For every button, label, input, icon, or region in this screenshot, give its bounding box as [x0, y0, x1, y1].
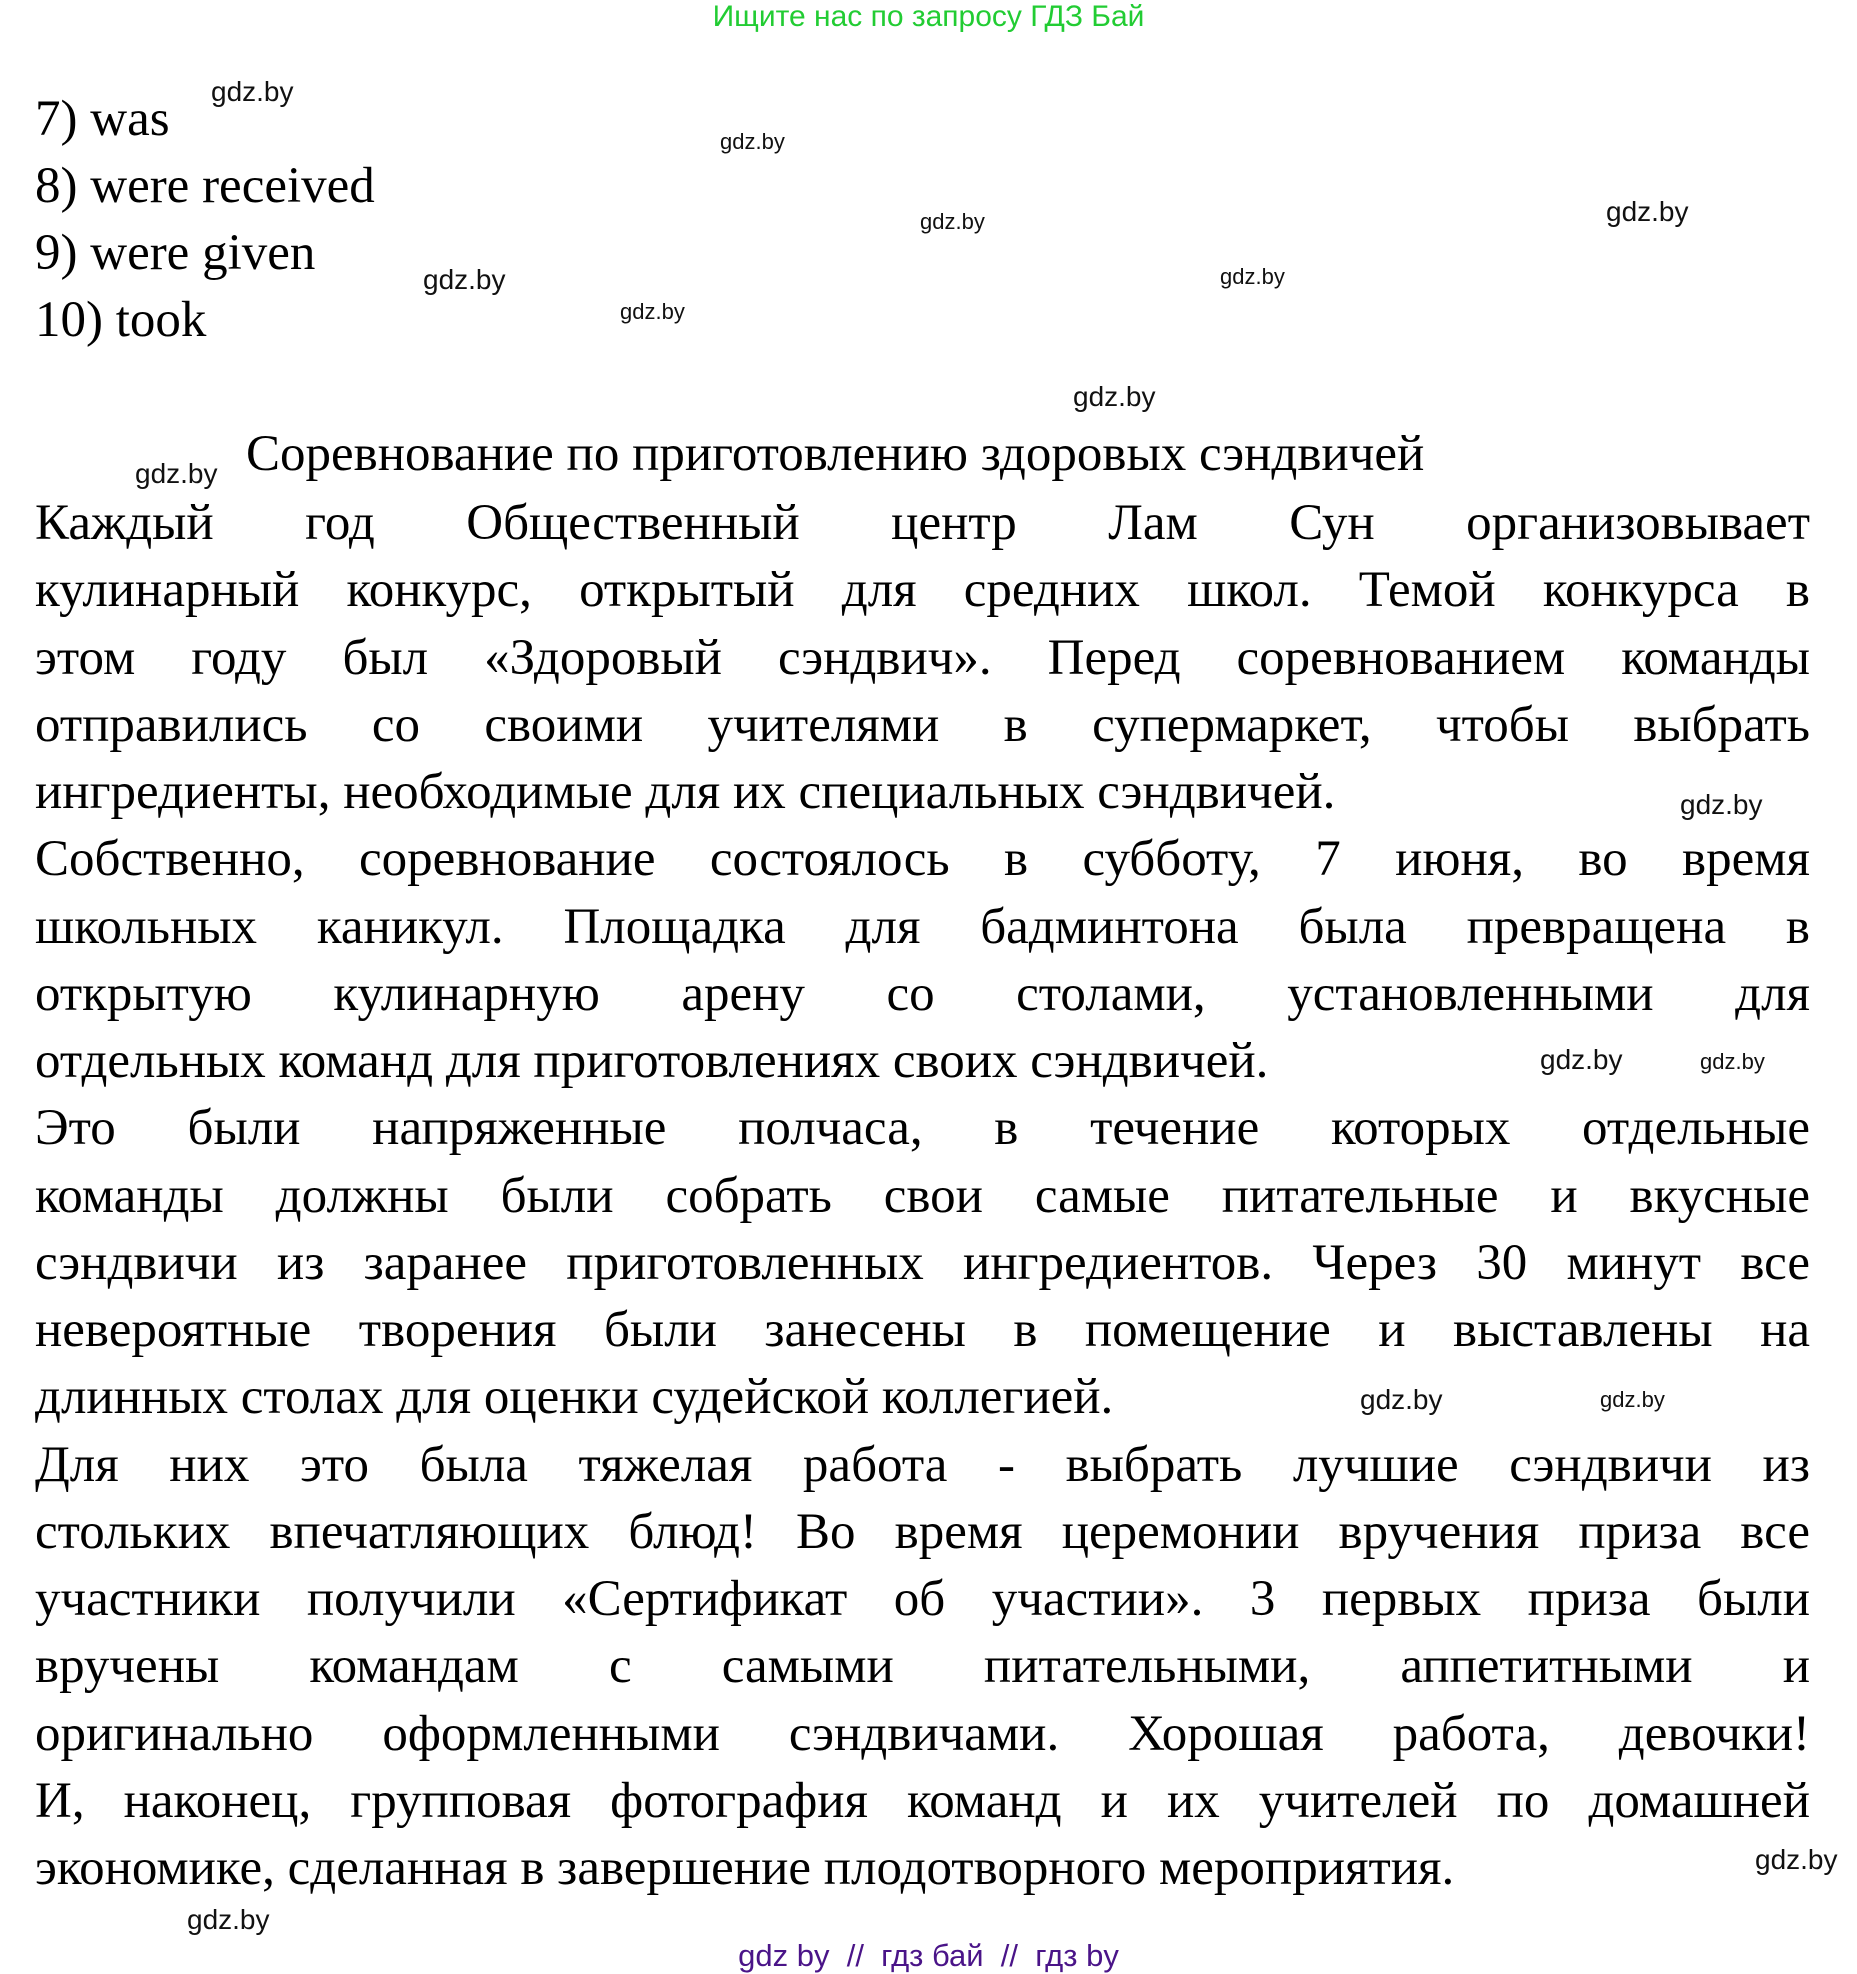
text-line: Для них это была тяжелая работа - выбрать лучшие сэндвичи из	[35, 1437, 1810, 1493]
text-line: экономике, сделанная в завершение плодотворного мероприятия.	[35, 1840, 1455, 1896]
text-line: отправились со своими учителями в супермаркет, чтобы выбрать	[35, 697, 1810, 753]
answer-10: 10) took	[35, 292, 207, 348]
watermark: gdz.by	[135, 458, 218, 489]
watermark: gdz.by	[920, 209, 985, 234]
text-line: И, наконец, групповая фотография команд и их учителей по домашней	[35, 1773, 1810, 1829]
text-line: длинных столах для оценки судейской коллегией.	[35, 1369, 1114, 1425]
watermark: gdz.by	[1680, 789, 1763, 820]
text-line: невероятные творения были занесены в помещение и выставлены на	[35, 1302, 1810, 1358]
watermark: gdz.by	[1360, 1384, 1443, 1415]
text-line: команды должны были собрать свои самые питательные и вкусные	[35, 1168, 1810, 1224]
text-line: кулинарный конкурс, открытый для средних школ. Темой конкурса в	[35, 562, 1810, 618]
answer-8: 8) were received	[35, 158, 375, 214]
watermark: gdz.by	[1540, 1044, 1623, 1075]
watermark: gdz.by	[1700, 1049, 1765, 1074]
watermark: gdz.by	[720, 129, 785, 154]
text-line: отдельных команд для приготовлениях своих сэндвичей.	[35, 1033, 1269, 1089]
answer-9: 9) were given	[35, 225, 316, 281]
text-line: ингредиенты, необходимые для их специальных сэндвичей.	[35, 764, 1336, 820]
text-line: Это были напряженные полчаса, в течение которых отдельные	[35, 1100, 1810, 1156]
text-line: этом году был «Здоровый сэндвич». Перед соревнованием команды	[35, 630, 1810, 686]
watermark: gdz.by	[1606, 196, 1689, 227]
text-line: школьных каникул. Площадка для бадминтона была превращена в	[35, 899, 1810, 955]
watermark: gdz.by	[1600, 1387, 1665, 1412]
watermark: gdz.by	[1755, 1844, 1838, 1875]
text-line: оригинально оформленными сэндвичами. Хорошая работа, девочки!	[35, 1706, 1810, 1762]
watermark: gdz.by	[211, 76, 294, 107]
watermark: gdz.by	[187, 1904, 270, 1935]
text-line: открытую кулинарную арену со столами, установленными для	[35, 966, 1810, 1022]
text-line: сэндвичи из заранее приготовленных ингредиентов. Через 30 минут все	[35, 1235, 1810, 1291]
watermark: gdz.by	[1073, 381, 1156, 412]
watermark: gdz.by	[620, 299, 685, 324]
text-line: вручены командам с самыми питательными, аппетитными и	[35, 1638, 1810, 1694]
text-line: Каждый год Общественный центр Лам Сун организовывает	[35, 495, 1810, 551]
header-banner: Ищите нас по запросу ГДЗ Бай	[712, 0, 1145, 33]
text-line: Собственно, соревнование состоялось в субботу, 7 июня, во время	[35, 831, 1810, 887]
watermark: gdz.by	[423, 264, 506, 295]
watermark: gdz.by	[1220, 264, 1285, 289]
text-line: стольких впечатляющих блюд! Во время церемонии вручения приза все	[35, 1504, 1810, 1560]
text-line: участники получили «Сертификат об участии». 3 первых приза были	[35, 1571, 1810, 1627]
answer-7: 7) was	[35, 91, 170, 147]
text-title: Соревнование по приготовлению здоровых сэндвичей	[246, 426, 1425, 482]
footer-links: gdz by // гдз бай // гдз by	[738, 1938, 1119, 1973]
